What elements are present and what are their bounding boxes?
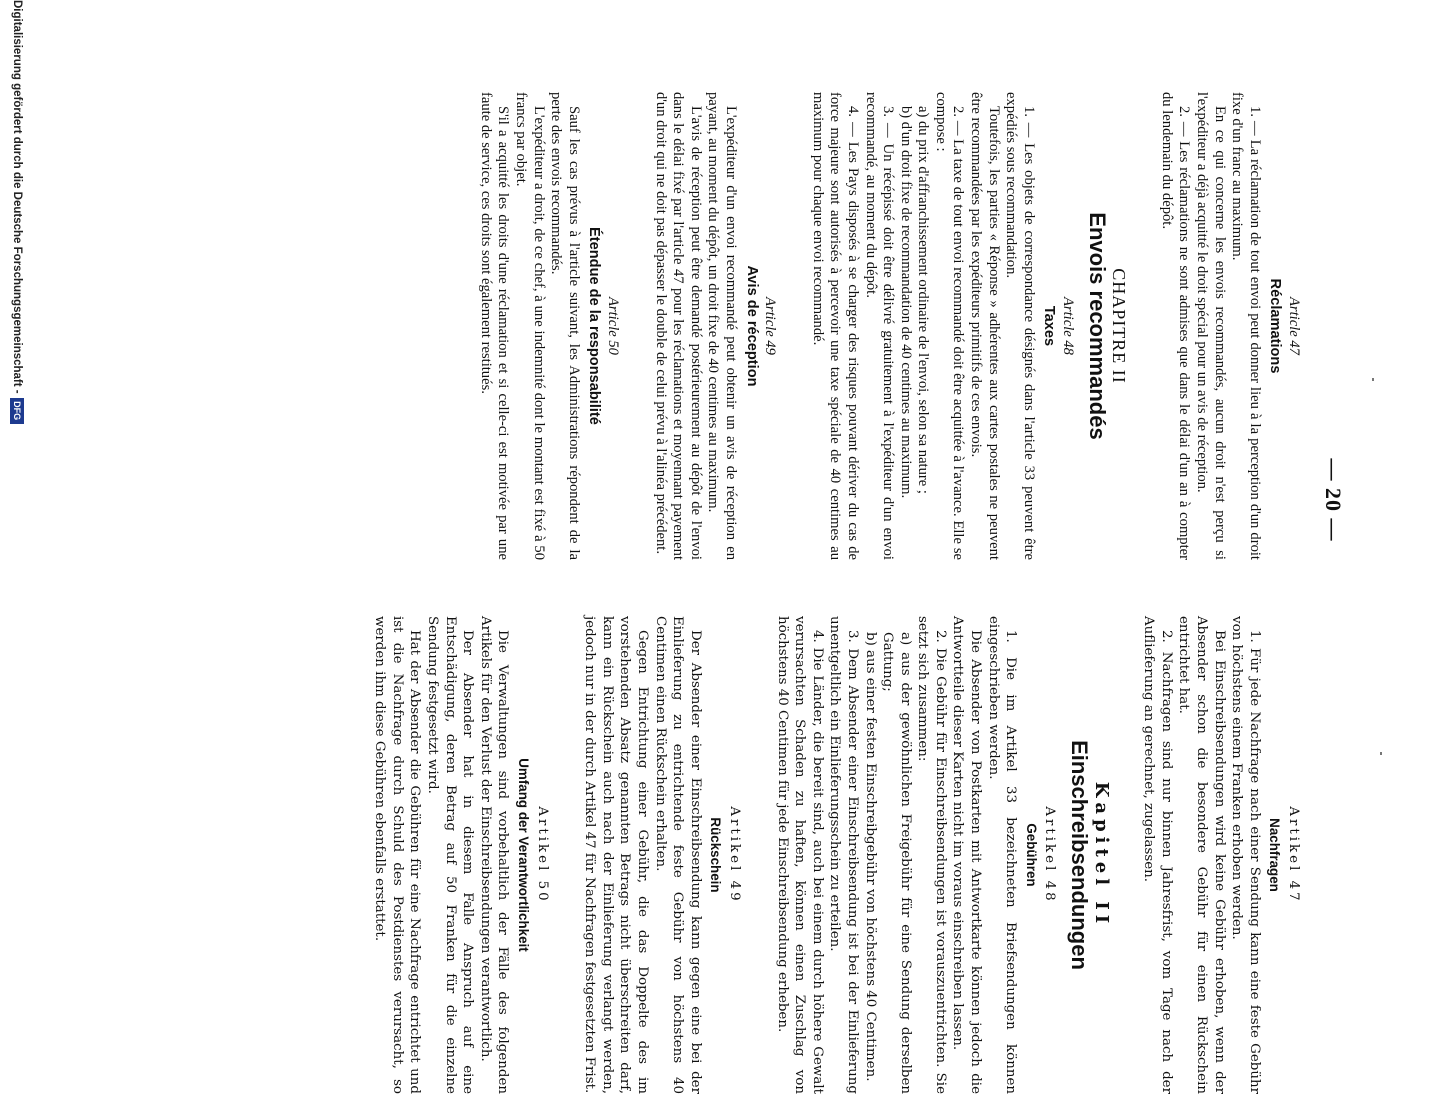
de-art48-paragraph: 2. Die Gebühr für Einschreibsendungen ist vorauszuentrichten. Sie setzt sich zusammen: (915, 616, 948, 1094)
de-art48-paragraph: a) aus der gewöhnlichen Freigebühr für eine Sendung derselben Gattung; (880, 632, 913, 1094)
fr-chapter-subtitle: Envois recommandés (1084, 212, 1110, 440)
fr-art50-paragraph: L'expéditeur a droit, de ce chef, à une indemnité dont le montant est fixé à 50 francs par objet. (513, 92, 547, 560)
de-article-47-title: Artikel 47 (1286, 806, 1301, 904)
french-column (476, 92, 1306, 560)
fr-article-50-title: Article 50 (605, 297, 621, 355)
de-art49-paragraph: Gegen Entrichtung einer Gebühr, die das Doppelte des im vorstehenden Absatz genannten Betrags nicht überschreiten darf, kann ein Rückschein auch nach der Einlieferung verlangt werden, jedoch nur in der durch Artikel 47 für Nachfragen festgesetzten Frist. (582, 616, 650, 1094)
scan-speck (1372, 378, 1374, 381)
de-art47-paragraph: 2. Nachfragen sind nur binnen Jahresfrist, vom Tage nach der Auflieferung an gerechnet, zugelassen. (1141, 616, 1174, 1094)
de-art47-paragraph: 1. Für jede Nachfrage nach einer Sendung kann eine feste Gebühr von höchstens einem Franken erhoben werden. (1229, 616, 1262, 1094)
de-article-48-title: Artikel 48 (1042, 806, 1058, 904)
digitization-footer (10, 0, 24, 1000)
fr-art48-paragraph: b) d'un droit fixe de recommandation de 40 centimes au maximum. (897, 106, 914, 499)
fr-art48-paragraph: 4. — Les Pays disposés à se charger des risques pouvant dériver du cas de force majeure sont autorisés à percevoir une taxe spéciale de 40 centimes au maximum pour chaque envoi recommandé. (809, 92, 861, 560)
fr-article-50-heading: Étendue de la responsabilité (586, 227, 603, 425)
fr-article-48-title: Article 48 (1060, 297, 1077, 355)
de-art50-paragraph: Die Verwaltungen sind vorbehaltlich der Fälle des folgenden Artikels für den Verlust der Einschreibsendungen verantwortlich. (477, 616, 511, 1094)
fr-art48-paragraph: a) du prix d'affranchissement ordinaire de l'envoi, selon sa nature ; (915, 106, 932, 494)
fr-article-49-heading: Avis de réception (743, 265, 760, 387)
de-art50-paragraph: Der Absender hat in diesem Falle Anspruch auf eine Entschädigung, deren Betrag auf 50 Franken für die einzelne Sendung festgesetzt wird. (425, 616, 476, 1094)
fr-art47-paragraph: 2. — Les réclamations ne sont admises que dans le délai d'un an à compter du lendemain du dépôt. (1158, 92, 1193, 560)
de-art49-paragraph: Der Absender einer Einschreibsendung kann gegen eine bei der Einlieferung zu entrichtende feste Gebühr von höchstens 40 Centimen einen Rückschein erhalten. (652, 616, 703, 1094)
fr-chapter-title: CHAPITRE II (1109, 268, 1130, 384)
fr-article-49-title: Article 49 (762, 297, 779, 355)
page-number: — 20 — (1321, 458, 1346, 542)
de-art48-paragraph: b) aus einer festen Einschreibgebühr von höchstens 40 Centimen. (862, 632, 878, 1082)
de-article-50-title: Artikel 50 (534, 806, 550, 904)
fr-art48-paragraph: 3. — Un récépissé doit être délivré gratuitement à l'expéditeur d'un envoi recommandé, au moment du dépôt. (862, 92, 897, 560)
fr-art50-paragraph: S'il a acquitté les droits d'une réclamation et si celle-ci est motivée par une faute de service, ces droits sont également restitués. (477, 92, 512, 560)
de-chapter-title: Kapitel II (1090, 781, 1112, 929)
fr-art47-paragraph: 1. — La réclamation de tout envoi peut donner lieu à la perception d'un droit fixe d'un franc au maximum. (1229, 92, 1263, 560)
de-art48-paragraph: 3. Dem Absender einer Einschreibsendung ist bei der Einlieferung unentgeltlich ein Einlieferungsschein zu erteilen. (827, 616, 860, 1094)
de-art47-paragraph: Bei Einschreibsendungen wird keine Gebühr erhoben, wenn der Absender schon die besondere Gebühr für einen Rückschein entrichtet hat. (1176, 616, 1227, 1094)
de-art50-paragraph: Hat der Absender die Gebühren für eine Nachfrage entrichtet und ist die Nachfrage durch Schuld des Postdienstes verursacht, so werden ihm diese Gebühren ebenfalls erstattet. (372, 616, 423, 1094)
de-article-47-heading: Nachfragen (1267, 818, 1283, 892)
de-article-49-heading: Rückschein (708, 817, 724, 893)
scan-speck (1380, 752, 1382, 755)
fr-art48-paragraph: Toutefois, les parties « Réponse » adhérentes aux cartes postales ne peuvent être recommandées par les expéditeurs primitifs de ces envois. (968, 92, 1002, 560)
fr-art48-paragraph: 2. — La taxe de tout envoi recommandé doit être acquittée à l'avance. Elle se compose : (932, 92, 967, 560)
fr-art49-paragraph: L'avis de réception peut être demandé postérieurement au dépôt de l'envoi dans le délai fixé par l'article 47 pour les réclamations et moyennant payement d'un droit qui ne doit pas dépasser le double de celui prévu à l'alinéa précédent. (652, 92, 704, 560)
fr-art47-paragraph: En ce qui concerne les envois recommandés, aucun droit n'est perçu si l'expéditeur a déjà acquitté le droit spécial pour un avis de réception. (1194, 92, 1228, 560)
dfg-logo-icon: DFG (10, 398, 24, 424)
footer-credit: Digitalisierung gefördert durch die Deutsche Forschungsgemeinschaft - (11, 0, 23, 394)
de-article-48-heading: Gebühren (1023, 823, 1039, 887)
de-art48-paragraph: 4. Die Länder, die bereit sind, auch bei einem durch höhere Gewalt verursachten Schaden zu haften, können einen Zuschlag von höchstens 40 Centimen für jede Einschreibsendung erheben. (774, 616, 825, 1094)
fr-article-47-heading: Réclamations (1267, 278, 1284, 374)
german-column (371, 616, 1306, 1094)
de-article-50-heading: Umfang der Verantwortlichkeit (516, 758, 532, 952)
fr-art49-paragraph: L'expéditeur d'un envoi recommandé peut obtenir un avis de réception en payant, au moment du dépôt, un droit fixe de 40 centimes au maximum. (705, 92, 739, 560)
fr-art50-paragraph: Sauf les cas prévus à l'article suivant, les Administrations répondent de la perte des envois recommandés. (548, 92, 582, 560)
de-chapter-subtitle: Einschreibsendungen (1067, 740, 1093, 970)
de-art48-paragraph: 1. Die im Artikel 33 bezeichneten Briefsendungen können eingeschrieben werden. (985, 616, 1019, 1094)
fr-article-48-heading: Taxes (1041, 305, 1058, 347)
de-art48-paragraph: Die Absender von Postkarten mit Antwortkarte können jedoch die Antwortteile dieser Karten nicht im voraus einschreiben lassen. (950, 616, 984, 1094)
de-article-49-title: Artikel 49 (726, 806, 742, 904)
fr-article-47-title: Article 47 (1286, 297, 1302, 355)
fr-art48-paragraph: 1. — Les objets de correspondance désignés dans l'article 33 peuvent être expédiés sous recommandation. (1003, 92, 1037, 560)
